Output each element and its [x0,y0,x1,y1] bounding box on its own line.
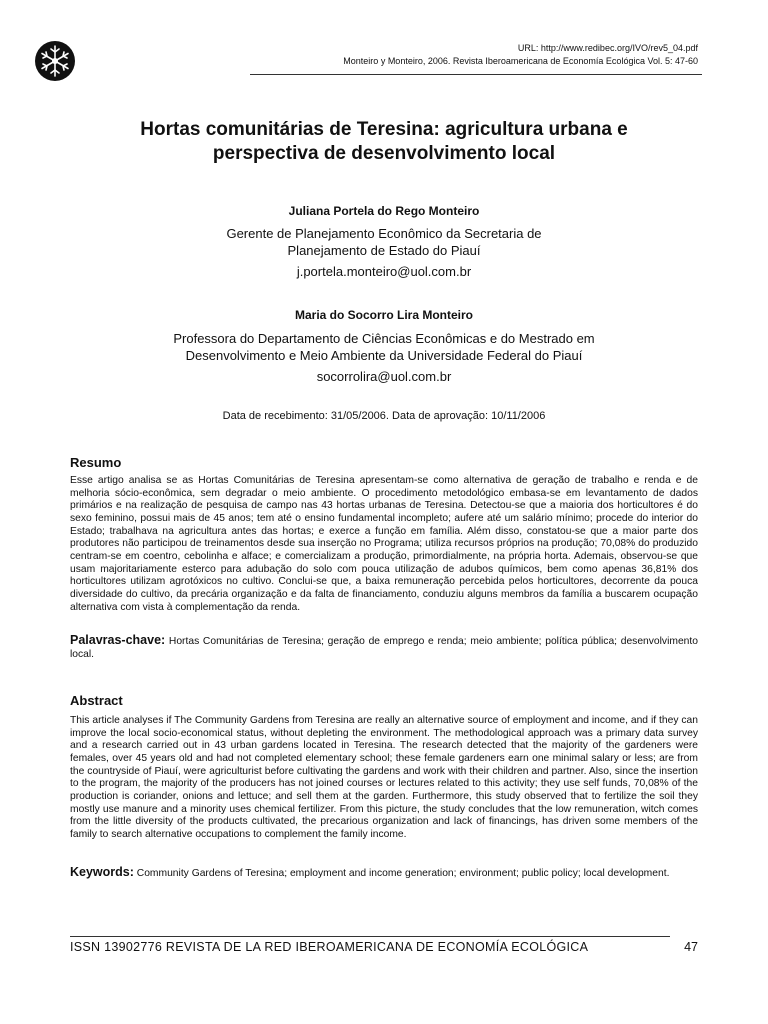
paper-title [60,118,708,166]
footer-issn: ISSN 13902776 REVISTA DE LA RED IBEROAMERICANA DE ECONOMÍA ECOLÓGICA [70,940,589,954]
header-url: URL: http://www.redibec.org/IVO/rev5_04.pdf [517,43,698,53]
author-1-affil-line-1: Gerente de Planejamento Econômico da Secretaria de [226,226,542,241]
resumo-heading: Resumo [70,455,122,470]
author-2-affil-line-1: Professora do Departamento de Ciências Econômicas e do Mestrado em [173,331,595,346]
author-2-email: socorrolira@uol.com.br [316,369,452,384]
keywords-text: Community Gardens of Teresina; employment and income generation; environment; public policy; local development. [133,868,670,879]
palavras-chave [70,634,698,661]
palavras-chave-label: Palavras-chave: [70,633,166,647]
abstract-heading: Abstract [70,693,123,708]
submission-dates: Data de recebimento: 31/05/2006. Data de aprovação: 10/11/2006 [222,410,546,422]
author-2-name: Maria do Socorro Lira Monteiro [294,308,474,322]
title-line-1: Hortas comunitárias de Teresina: agricultura urbana e [140,119,628,140]
journal-logo-icon [34,40,76,82]
resumo-text: Esse artigo analisa se as Hortas Comunitárias de Teresina apresentam-se como alternativa de geração de trabalho e renda e de melhoria sócio-econômica, sem degradar o meio ambiente. O procedimento metodológico embasa-se em levantamento de dados primários e na realização de pesquisa de campo nas 43 hortas urbanas de Teresina. Detectou-se que a maioria dos horticultores é do sexo feminino, possui mais de 45 anos; tem até o ensino fundamental incompleto; aufere até um salário mínimo; procede do interior do Estado; trabalhava na agricultura antes das hortas; e exerce a função em família. Além disso, constatou-se que a maior parte dos produtores não participou de treinamentos desde sua inserção no Programa; utiliza recursos próprios na produção; 70,08% do produzido centram-se em coentro, cebolinha e alface; e comercializam a produção, primordialmente, na própria horta. Ademais, observou-se que usam majoritariamente esterco para adubação do solo com pouca utilização de adubos químicos, bem como apenas 36,81% dos horticultores utilizam agrotóxicos no cultivo. Conclui-se que, a baixa remuneração percebida pelos horticultores, decorrente da pouca diversidade do cultivo, da precária organização e da falta de financiamento, conduziu alguns membros da família a buscarem ocupação alternativa com vista à complementação da renda. [70,475,698,613]
author-1-name: Juliana Portela do Rego Monteiro [288,204,480,218]
keywords-label: Keywords: [70,865,134,879]
abstract-text: This article analyses if The Community Gardens from Teresina are really an alternative source of employment and income, and if they can improve the local socio-economical status, without depleting the environment. The methodological approach was a primary data survey and a research carried out in 43 urban gardens located in Teresina. The research detected that the majority of the gardeners were females, over 45 years old and had not completed elementary school; these female gardeners earn one minimal salary or less; are from the countryside of Piauí, were agriculturist before cultivating the gardens and work with their children and partner. Also, since the insertion to the program, the majority of the producers has not joined courses or lectures related to this activity; they use self funds, 70,08% of the production is coriander, onions and lettuce; and sell them at the garden. Furthermore, this study observed that to fertilize the soil they mostly use manure and a minority uses chemical fertilizer. From this picture, the study concludes that the low remuneration, witch comes from the little diversity of the products cultivated, the precarious organization and lack of financings, has driven some members of the family to search alternative occupations to complement the family income. [70,715,698,840]
author-1-affiliation [0,225,768,259]
title-line-2: perspectiva de desenvolvimento local [212,143,556,164]
header-citation: Monteiro y Monteiro, 2006. Revista Iberoamericana de Economía Ecológica Vol. 5: 47-60 [343,56,698,66]
author-2-affil-line-2: Desenvolvimento e Meio Ambiente da Universidade Federal do Piauí [185,348,583,363]
header-rule [250,74,702,75]
keywords [70,866,698,881]
footer-rule [70,936,670,937]
palavras-chave-text: Hortas Comunitárias de Teresina; geração de emprego e renda; meio ambiente; política pública; desenvolvimento local. [70,636,698,660]
author-1-affil-line-2: Planejamento de Estado do Piauí [287,243,481,258]
author-2-affiliation [0,330,768,364]
author-1-email: j.portela.monteiro@uol.com.br [296,264,472,279]
page-number: 47 [684,940,698,954]
